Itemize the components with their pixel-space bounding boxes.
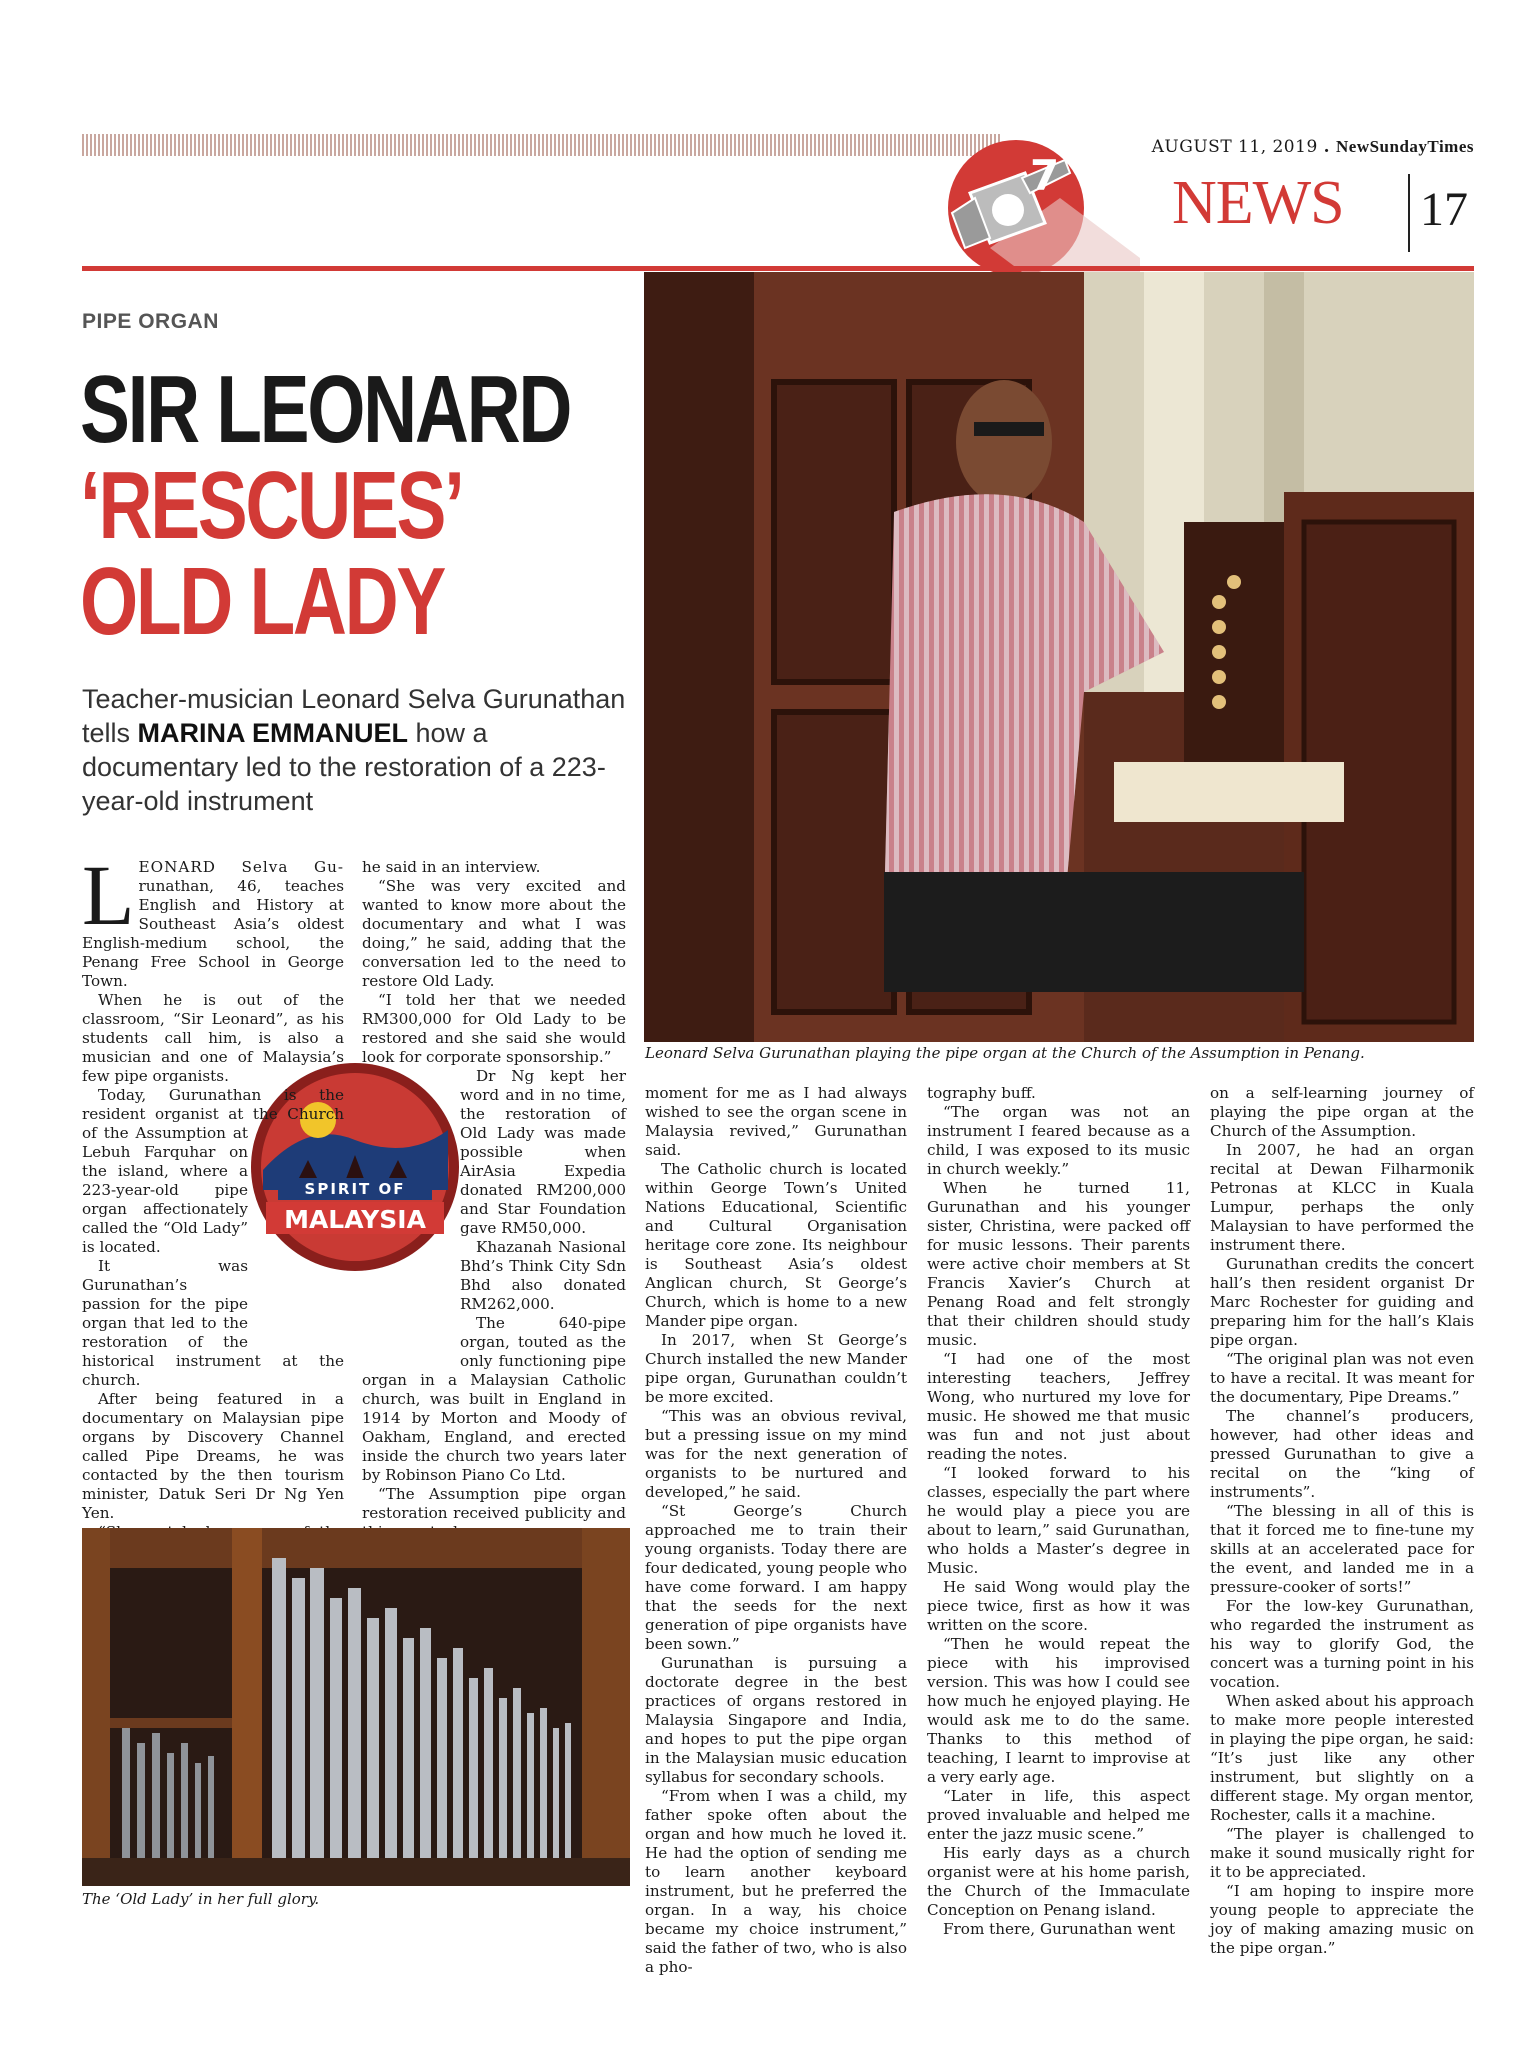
article-column-3: [645, 1084, 907, 1977]
lead-paragraph: LEONARD Selva Gu- runathan, 46, teaches English and History at Southeast Asia’s oldest English-medium school, the Penang Free School in George Town.: [82, 847, 344, 990]
headline-line-3: OLD LADY: [80, 548, 444, 655]
masthead-stripes: [82, 134, 1002, 156]
section-name: NEWS: [1172, 169, 1344, 237]
paragraph: “I had one of the most interesting teachers, Jeffrey Wong, who nurtured my love for music. He showed me that music was fun and not just about reading the notes.: [927, 1350, 1190, 1463]
svg-text:7: 7: [1030, 151, 1060, 200]
paragraph: “The original plan was not even to have a recital. It was meant for the documentary, Pipe Dreams.”: [1210, 1350, 1474, 1406]
paragraph: For the low-key Gurunathan, who regarded the instrument as his way to glorify God, the concert was a turning point in his vocation.: [1210, 1597, 1474, 1691]
paragraph: He said Wong would play the piece twice, first as how it was written on the score.: [927, 1578, 1190, 1634]
paragraph: From there, Gurunathan went: [943, 1920, 1176, 1938]
page-number: 17: [1420, 183, 1468, 236]
section-rule: [82, 266, 1474, 271]
paragraph: The channel’s producers, however, had other ideas and pressed Gurunathan to give a recital on the “king of instruments”.: [1210, 1407, 1474, 1501]
paragraph: His early days as a church organist were at his home parish, the Church of the Immaculate Conception on Penang island.: [927, 1844, 1190, 1919]
paragraph: “The organ was not an instrument I feared because as a child, I was exposed to its music in church weekly.”: [927, 1103, 1190, 1178]
paragraph: “I am hoping to inspire more young people to appreciate the joy of making amazing music on the pipe organ.”: [1210, 1882, 1474, 1957]
paragraph: “The blessing in all of this is that it forced me to fine-tune my skills at an accelerated pace for the event, and landed me in a pressure-cooker of sorts!”: [1210, 1502, 1474, 1596]
paragraph: Gurunathan credits the concert hall’s then resident organist Dr Marc Rochester for guiding and preparing him for the hall’s Klais pipe organ.: [1210, 1255, 1474, 1349]
paragraph: When asked about his approach to make more people interested in playing the pipe organ, he said: “It’s just like any other instrument, but slightly on a different stage. My organ mentor, Rochester, calls it a machine.: [1210, 1692, 1474, 1824]
lead-in: EONARD Selva Gu-: [138, 858, 344, 876]
newspaper-name: NewSundayTimes: [1336, 137, 1474, 156]
pipes-photo-old-lady: [82, 1528, 630, 1886]
paragraph: The 640-pipe organ, touted as the only functioning pipe organ in a Malaysian Catholic church, was built in England in 1914 by Morton and Moody of Oakham, England, and erected inside the church two years later by Robinson Piano Co Ltd.: [362, 1314, 626, 1484]
paragraph: The Catholic church is located within George Town’s United Nations Educational, Scientific and Cultural Organisation heritage core zone. Its neighbour is Southeast Asia’s oldest Anglican church, St George’s Church, which is home to a new Mander pipe organ.: [645, 1160, 907, 1330]
paragraph: In 2017, when St George’s Church installed the new Mander pipe organ, Gurunathan couldn’t be more excited.: [645, 1331, 907, 1406]
article-headline: [80, 356, 571, 655]
svg-text:SPIRIT OF: SPIRIT OF: [304, 1180, 406, 1198]
article-column-4: [927, 1084, 1190, 1939]
standfirst-text: Teacher-musician Leonard Selva Gurunathan tells: [82, 684, 626, 748]
article-column-1: [82, 847, 344, 1561]
paragraph: “Then he would repeat the piece with his improvised version. This was how I could see how much he enjoyed playing. He would ask me to do the same. Thanks to this method of teaching, I learnt to improvise at a very early age.: [927, 1635, 1190, 1786]
masthead: [1152, 137, 1474, 157]
svg-text:MALAYSIA: MALAYSIA: [284, 1205, 426, 1234]
paragraph: “I told her that we needed RM300,000 for Old Lady to be restored and she said she would look for corporate sponsorship.”: [362, 991, 626, 1066]
headline-line-1: SIR LEONARD: [80, 356, 571, 463]
issue-date: AUGUST 11, 2019: [1151, 137, 1318, 157]
paragraph: After being featured in a documentary on Malaysian pipe organs by Discovery Channel called Pipe Dreams, he was contacted by the then tourism minister, Datuk Seri Dr Ng Yen Yen.: [82, 1390, 344, 1522]
paragraph: moment for me as I had always wished to see the organ scene in Malaysia revived,” Gurunathan said.: [645, 1084, 907, 1159]
badge-wrap: [248, 1086, 344, 1386]
paragraph: on a self-learning journey of playing the pipe organ at the Church of the Assumption.: [1210, 1084, 1474, 1140]
main-photo-organist: [644, 272, 1474, 1042]
headline-line-2: ‘RESCUES’: [80, 452, 463, 559]
badge-wrap: [362, 1067, 460, 1367]
paragraph: It was Gurunathan’s passion for the pipe organ that led to the restoration of the historical instrument at the church.: [82, 1257, 344, 1389]
paragraph: “I looked forward to his classes, especially the part where he would play a piece you are about to learn,” said Gurunathan, who holds a Master’s degree in Music.: [927, 1464, 1190, 1577]
paragraph: “Later in life, this aspect proved invaluable and helped me enter the jazz music scene.”: [927, 1787, 1190, 1843]
pipes-photo-caption: The ‘Old Lady’ in her full glory.: [82, 1890, 320, 1908]
article-column-5: [1210, 1084, 1474, 1958]
paragraph: In 2007, he had an organ recital at Dewan Filharmonik Petronas at KLCC in Kuala Lumpur, perhaps the only Malaysian to have performed the instrument there.: [1210, 1141, 1474, 1254]
paragraph: “The Assumption pipe organ restoration received publicity and: [362, 1485, 626, 1522]
paragraph: “This was an obvious revival, but a pressing issue on my mind was for the next generation of organists to be nurtured and developed,” he said.: [645, 1407, 907, 1501]
article-column-2: [362, 858, 626, 1542]
author-byline: MARINA EMMANUEL: [137, 718, 409, 748]
paragraph: tography buff.: [927, 1084, 1036, 1102]
paragraph: Khazanah Nasional Bhd’s Think City Sdn Bhd also donated RM262,000.: [460, 1238, 626, 1313]
masthead-separator: .: [1323, 137, 1331, 157]
paragraph: “She was very excited and wanted to know more about the documentary and what I was doing,” he said, adding that the conversation led to the need to restore Old Lady.: [362, 877, 626, 990]
paragraph: Dr Ng kept her word and in no time, the restoration of Old Lady was made possible when AirAsia Expedia donated RM200,000 and Star Foundation gave RM50,000.: [460, 1067, 626, 1237]
drop-cap: L: [82, 847, 135, 943]
paragraph: Gurunathan is pursuing a doctorate degree in the best practices of organs restored in Malaysia Singapore and India, and hopes to put the pipe organ in the Malaysian music education syllabus for secondary schools.: [645, 1654, 907, 1786]
paragraph: When he turned 11, Gurunathan and his younger sister, Christina, were packed off for music lessons. Their parents were active choir members at St Francis Xavier’s Church at Penang Road and felt strongly that their children should study music.: [927, 1179, 1190, 1349]
standfirst-text-end: how a documentary led to the restoration of a 223-year-old instrument: [82, 718, 606, 816]
article-kicker: PIPE ORGAN: [82, 310, 219, 333]
paragraph: When he is out of the classroom, “Sir Leonard”, as his students call him, is also a musician and one of Malaysia’s few pipe organists.: [82, 991, 344, 1085]
main-photo-caption: Leonard Selva Gurunathan playing the pipe organ at the Church of the Assumption in Penang.: [645, 1044, 1365, 1062]
page-number-divider: [1408, 174, 1410, 252]
paragraph: Today, Gurunathan is the resident organist at the Church of the Assumption at Lebuh Farquhar on the island, where a 223-year-old pipe organ affectionately called the “Old Lady” is located.: [82, 1086, 344, 1256]
paragraph: he said in an interview.: [362, 858, 541, 876]
paragraph: “St George’s Church approached me to train their young organists. Today there are four dedicated, young people who have come forward. I am happy that the seeds for the next generation of pipe organists have been sown.”: [645, 1502, 907, 1653]
paragraph: “From when I was a child, my father spoke often about the organ and how much he loved it. He had the option of sending me to learn another keyboard instrument, but he preferred the organ. In a way, his choice became my choice instrument,” said the father of two, who is also a pho-: [645, 1787, 907, 1976]
paragraph: “The player is challenged to make it sound musically right for it to be appreciated.: [1210, 1825, 1474, 1881]
article-standfirst: [82, 682, 642, 818]
